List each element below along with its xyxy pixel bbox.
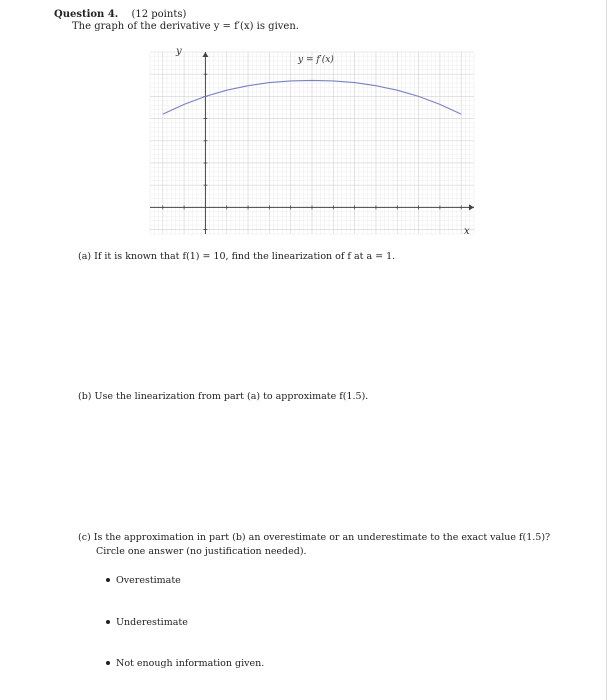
option-overestimate[interactable] [106,575,181,586]
derivative-graph [144,44,480,240]
part-b: (b) Use the linearization from part (a) to approximate f(1.5). [78,391,369,402]
bullet-icon [106,578,110,582]
option-label: Underestimate [116,617,188,628]
option-not-enough-info[interactable] [106,658,264,669]
option-label: Not enough information given. [116,658,265,669]
question-points: (12 points) [131,9,187,20]
question-header [54,8,186,21]
graph-svg [144,44,480,240]
option-underestimate[interactable] [106,617,188,628]
part-c: (c) Is the approximation in part (b) an overestimate or an underestimate to the exact value f(1.5)? [78,532,551,543]
y-axis-label: y [176,46,182,57]
x-axis-arrow-icon [469,204,474,210]
part-a: (a) If it is known that f(1) = 10, find the linearization of f at a = 1. [78,251,396,262]
question-intro: The graph of the derivative y = f′(x) is given. [72,21,299,32]
bullet-icon [106,661,110,665]
part-c-instruction: Circle one answer (no justification needed). [96,546,307,557]
y-axis-arrow-icon [202,52,208,57]
curve-label: y = f′(x) [298,55,334,65]
option-label: Overestimate [116,575,181,586]
question-title: Question 4. [54,9,119,20]
x-axis-label: x [464,226,470,237]
bullet-icon [106,620,110,624]
